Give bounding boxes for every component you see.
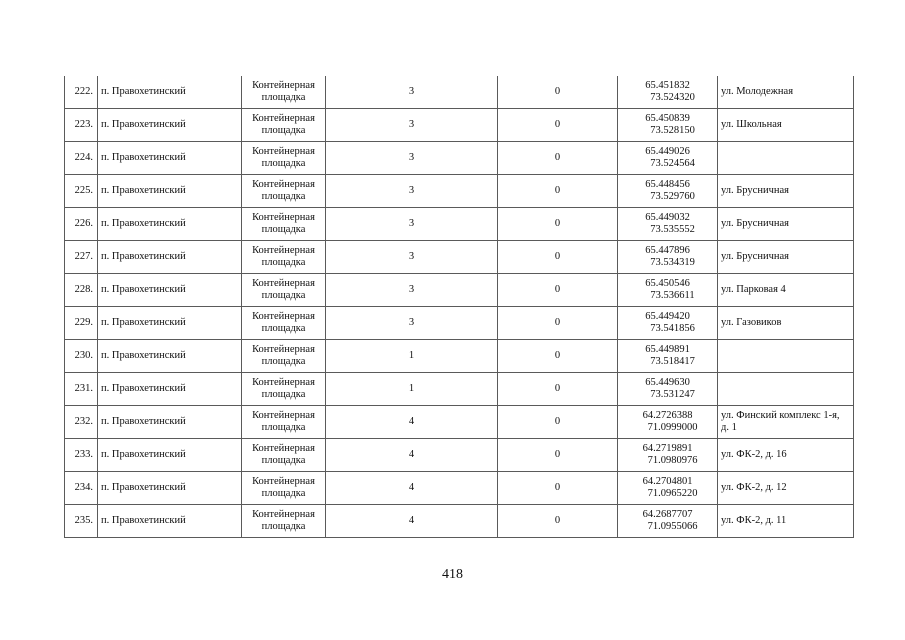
row-number-cell: 233. xyxy=(65,439,98,472)
site-type-cell: Контейнерная площадка xyxy=(242,142,326,175)
coordinates-cell xyxy=(618,175,718,208)
site-type-cell: Контейнерная площадка xyxy=(242,175,326,208)
longitude-value: 73.531247 xyxy=(650,389,695,400)
extra-count-cell: 0 xyxy=(498,241,618,274)
longitude-value: 73.524564 xyxy=(650,158,695,169)
coordinates-cell xyxy=(618,373,718,406)
container-count-cell: 4 xyxy=(326,505,498,538)
site-type-cell: Контейнерная площадка xyxy=(242,274,326,307)
latitude-value: 65.450839 xyxy=(645,112,690,124)
site-type-cell: Контейнерная площадка xyxy=(242,76,326,109)
container-count-cell: 4 xyxy=(326,439,498,472)
latitude-value: 65.449420 xyxy=(645,310,690,322)
longitude-value: 73.535552 xyxy=(650,224,695,235)
table-row xyxy=(65,472,854,505)
extra-count-cell: 0 xyxy=(498,109,618,142)
row-number-cell: 231. xyxy=(65,373,98,406)
latitude-value: 64.2687707 xyxy=(642,508,693,520)
coordinates-cell xyxy=(618,406,718,439)
container-count-cell: 4 xyxy=(326,406,498,439)
table-row xyxy=(65,142,854,175)
extra-count-cell: 0 xyxy=(498,439,618,472)
settlement-cell: п. Правохетинский xyxy=(98,175,242,208)
row-number-cell: 222. xyxy=(65,76,98,109)
address-cell: ул. ФК-2, д. 12 xyxy=(718,472,854,505)
extra-count-cell: 0 xyxy=(498,208,618,241)
table-row xyxy=(65,241,854,274)
row-number-cell: 228. xyxy=(65,274,98,307)
address-cell: ул. ФК-2, д. 11 xyxy=(718,505,854,538)
extra-count-cell: 0 xyxy=(498,175,618,208)
site-type-cell: Контейнерная площадка xyxy=(242,340,326,373)
site-type-cell: Контейнерная площадка xyxy=(242,439,326,472)
extra-count-cell: 0 xyxy=(498,307,618,340)
address-cell: ул. Брусничная xyxy=(718,208,854,241)
latitude-value: 65.449026 xyxy=(645,145,690,157)
settlement-cell: п. Правохетинский xyxy=(98,109,242,142)
address-cell: ул. Газовиков xyxy=(718,307,854,340)
address-cell xyxy=(718,340,854,373)
container-count-cell: 1 xyxy=(326,340,498,373)
table-row xyxy=(65,505,854,538)
table-body xyxy=(65,76,854,538)
address-cell: ул. Парковая 4 xyxy=(718,274,854,307)
longitude-value: 71.0955066 xyxy=(647,521,698,532)
row-number-cell: 229. xyxy=(65,307,98,340)
table-row xyxy=(65,307,854,340)
longitude-value: 73.524320 xyxy=(650,92,695,103)
container-count-cell: 3 xyxy=(326,76,498,109)
extra-count-cell: 0 xyxy=(498,472,618,505)
extra-count-cell: 0 xyxy=(498,142,618,175)
row-number-cell: 226. xyxy=(65,208,98,241)
settlement-cell: п. Правохетинский xyxy=(98,373,242,406)
site-type-cell: Контейнерная площадка xyxy=(242,505,326,538)
coordinates-cell xyxy=(618,241,718,274)
latitude-value: 65.449032 xyxy=(645,211,690,223)
container-count-cell: 3 xyxy=(326,274,498,307)
site-type-cell: Контейнерная площадка xyxy=(242,241,326,274)
table-row xyxy=(65,373,854,406)
row-number-cell: 232. xyxy=(65,406,98,439)
settlement-cell: п. Правохетинский xyxy=(98,340,242,373)
address-cell: ул. ФК-2, д. 16 xyxy=(718,439,854,472)
coordinates-cell xyxy=(618,208,718,241)
address-cell: ул. Брусничная xyxy=(718,175,854,208)
container-count-cell: 3 xyxy=(326,142,498,175)
address-cell xyxy=(718,373,854,406)
row-number-cell: 223. xyxy=(65,109,98,142)
table-row xyxy=(65,406,854,439)
latitude-value: 64.2704801 xyxy=(642,475,693,487)
settlement-cell: п. Правохетинский xyxy=(98,439,242,472)
settlement-cell: п. Правохетинский xyxy=(98,241,242,274)
longitude-value: 73.541856 xyxy=(650,323,695,334)
longitude-value: 73.536611 xyxy=(650,290,695,301)
longitude-value: 71.0965220 xyxy=(647,488,698,499)
table-row xyxy=(65,439,854,472)
site-type-cell: Контейнерная площадка xyxy=(242,307,326,340)
extra-count-cell: 0 xyxy=(498,76,618,109)
longitude-value: 71.0999000 xyxy=(647,422,698,433)
latitude-value: 64.2719891 xyxy=(642,442,693,454)
site-type-cell: Контейнерная площадка xyxy=(242,472,326,505)
settlement-cell: п. Правохетинский xyxy=(98,208,242,241)
container-count-cell: 3 xyxy=(326,307,498,340)
latitude-value: 65.450546 xyxy=(645,277,690,289)
row-number-cell: 224. xyxy=(65,142,98,175)
longitude-value: 73.534319 xyxy=(650,257,695,268)
address-cell: ул. Школьная xyxy=(718,109,854,142)
site-type-cell: Контейнерная площадка xyxy=(242,109,326,142)
table-row xyxy=(65,208,854,241)
longitude-value: 73.529760 xyxy=(650,191,695,202)
coordinates-cell xyxy=(618,274,718,307)
coordinates-cell xyxy=(618,472,718,505)
settlement-cell: п. Правохетинский xyxy=(98,274,242,307)
page-number: 418 xyxy=(442,567,463,582)
table-row xyxy=(65,175,854,208)
settlement-cell: п. Правохетинский xyxy=(98,142,242,175)
container-count-cell: 3 xyxy=(326,109,498,142)
row-number-cell: 225. xyxy=(65,175,98,208)
container-count-cell: 3 xyxy=(326,175,498,208)
latitude-value: 65.447896 xyxy=(645,244,690,256)
coordinates-cell xyxy=(618,505,718,538)
longitude-value: 73.518417 xyxy=(650,356,695,367)
extra-count-cell: 0 xyxy=(498,505,618,538)
address-cell: ул. Брусничная xyxy=(718,241,854,274)
coordinates-cell xyxy=(618,307,718,340)
coordinates-cell xyxy=(618,142,718,175)
longitude-value: 73.528150 xyxy=(650,125,695,136)
site-type-cell: Контейнерная площадка xyxy=(242,373,326,406)
settlement-cell: п. Правохетинский xyxy=(98,76,242,109)
latitude-value: 65.448456 xyxy=(645,178,690,190)
coordinates-cell xyxy=(618,76,718,109)
latitude-value: 65.449891 xyxy=(645,343,690,355)
address-cell xyxy=(718,142,854,175)
row-number-cell: 230. xyxy=(65,340,98,373)
container-count-cell: 3 xyxy=(326,241,498,274)
settlement-cell: п. Правохетинский xyxy=(98,307,242,340)
coordinates-cell xyxy=(618,340,718,373)
latitude-value: 65.449630 xyxy=(645,376,690,388)
table-row xyxy=(65,109,854,142)
coordinates-cell xyxy=(618,439,718,472)
container-count-cell: 4 xyxy=(326,472,498,505)
address-cell: ул. Молодежная xyxy=(718,76,854,109)
site-type-cell: Контейнерная площадка xyxy=(242,208,326,241)
settlement-cell: п. Правохетинский xyxy=(98,505,242,538)
latitude-value: 65.451832 xyxy=(645,79,690,91)
address-cell: ул. Финский комплекс 1-я, д. 1 xyxy=(718,406,854,439)
coordinates-cell xyxy=(618,109,718,142)
table-row xyxy=(65,340,854,373)
row-number-cell: 234. xyxy=(65,472,98,505)
row-number-cell: 235. xyxy=(65,505,98,538)
extra-count-cell: 0 xyxy=(498,373,618,406)
extra-count-cell: 0 xyxy=(498,406,618,439)
container-count-cell: 3 xyxy=(326,208,498,241)
container-sites-table xyxy=(64,76,854,538)
container-count-cell: 1 xyxy=(326,373,498,406)
settlement-cell: п. Правохетинский xyxy=(98,472,242,505)
table-row xyxy=(65,274,854,307)
site-type-cell: Контейнерная площадка xyxy=(242,406,326,439)
table-row xyxy=(65,76,854,109)
extra-count-cell: 0 xyxy=(498,340,618,373)
settlement-cell: п. Правохетинский xyxy=(98,406,242,439)
latitude-value: 64.2726388 xyxy=(642,409,693,421)
extra-count-cell: 0 xyxy=(498,274,618,307)
row-number-cell: 227. xyxy=(65,241,98,274)
longitude-value: 71.0980976 xyxy=(647,455,698,466)
